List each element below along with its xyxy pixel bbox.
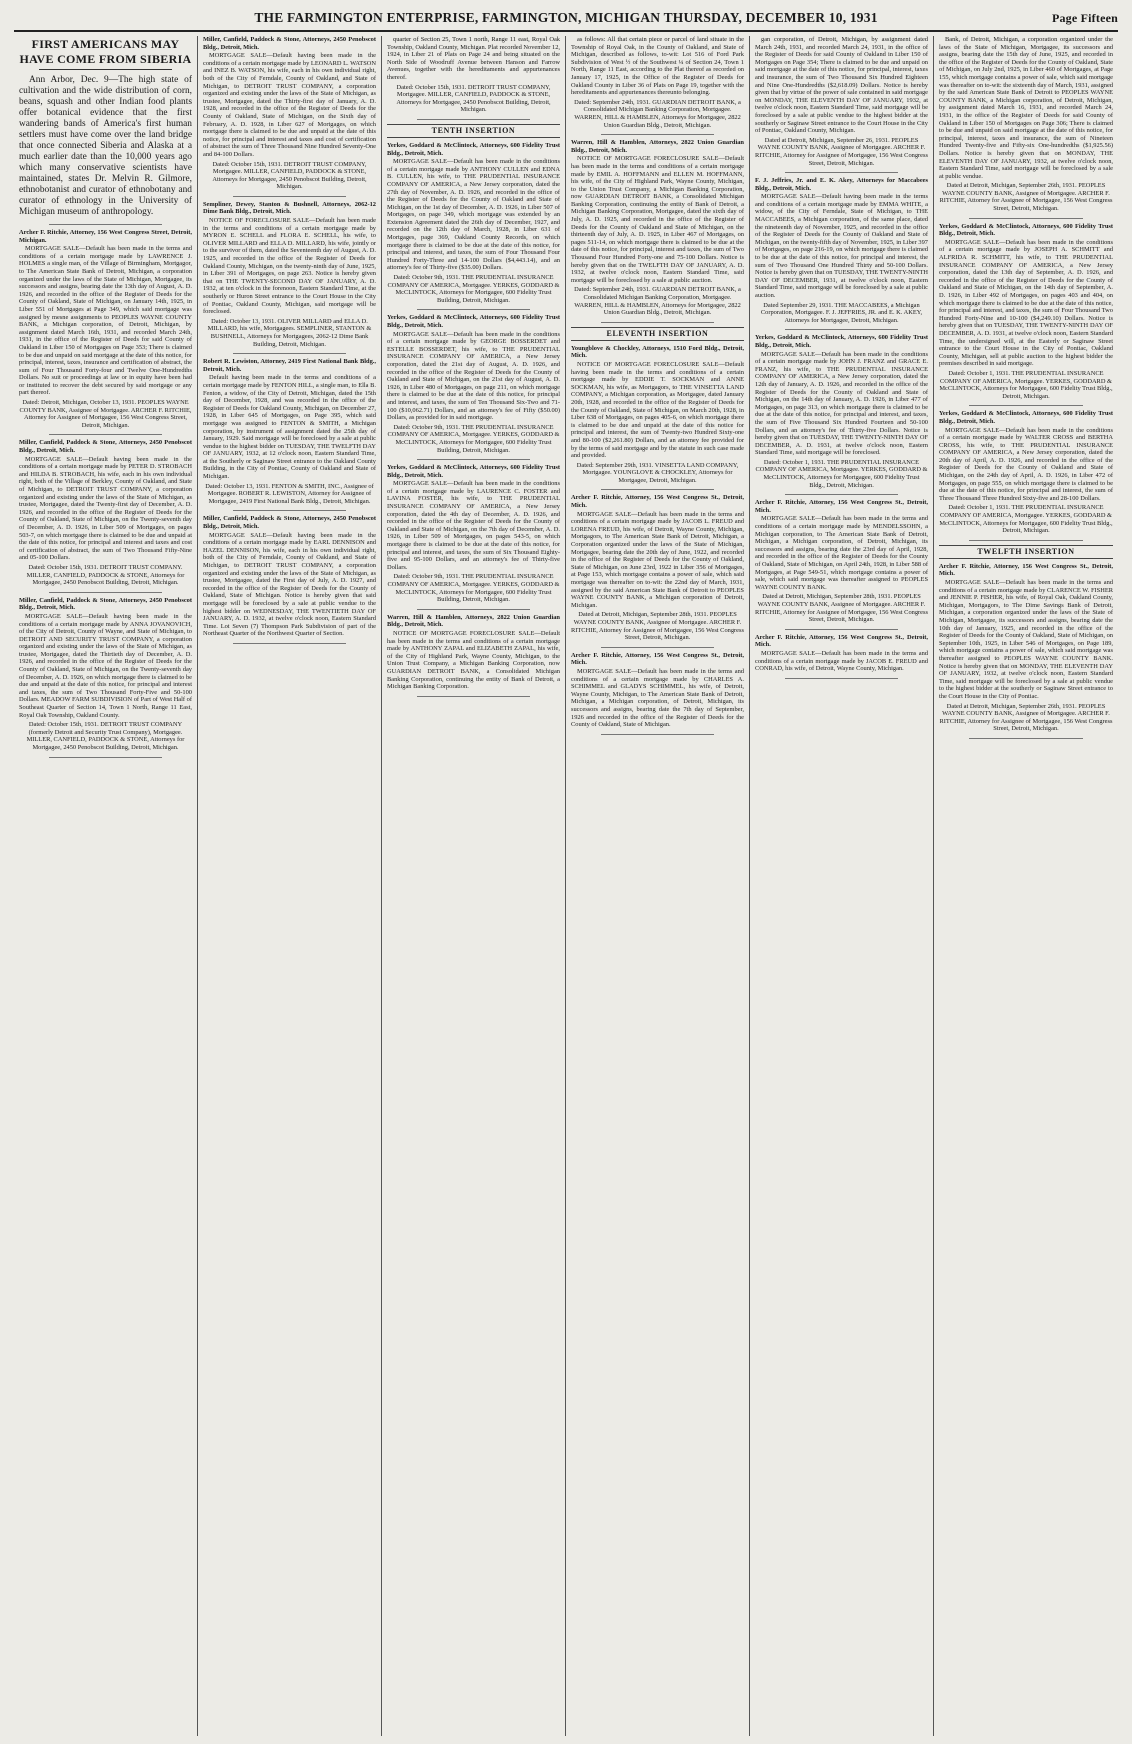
notice-divider <box>969 738 1083 739</box>
notice-divider <box>969 405 1083 406</box>
notice-body: MORTGAGE SALE—Default has been made in the conditions of a certain mortgage made by WALTER CROSS and BERTHA CROSS, his wife, to THE PRUDENTIAL INSURANCE COMPANY OF AMERICA, a New Jersey corporation, dated the 20th day of April, A. D. 1926, and recorded in the office of the Register of Deeds for the County of Oakland and State of Michigan, on the 24th day of April, A. D. 1926, in Liber 472 of Mortgages, on page 555, on which mortgage there is claimed to be due at the date of this notice, for principal and interest, the sum of Three Thousand Three Hundred Sixty-five and 28-100 Dollars. <box>939 426 1113 502</box>
notice-signature: Dated: September 29th, 1931. VINSETTA LAND COMPANY, Mortgagee. YOUNGLOVE & CHOCKLEY, Attorneys for Mortgagee, Detroit, Michigan. <box>576 461 739 484</box>
notice-body: NOTICE OF MORTGAGE FORECLOSURE SALE—Default having been made in the terms and conditions of a certain mortgage made by EDDIE T. SOCKMAN and ANNE SOCKMAN, his wife, as Mortgagors, to THE VINSETTA LAND COMPANY, a Michigan corporation, as Mortgagee, dated January 20th, 1928, and recorded in the office of the Register of Deeds for the County of Oakland, State of Michigan, on March 20th, 1928, in Liber 638 of Mortgages, on pages 405-6, on which mortgage there is claimed to be due and unpaid at the date of this notice for principal and interest, the sum of Twenty-two Hundred Sixty-one and 80-100 ($2,261.80) Dollars, and an attorney fee provided for by the terms of said mortgage and by the statute in such case made and provided. <box>571 360 744 460</box>
page-columns <box>14 36 1118 1736</box>
notice-heading: Yerkes, Goddard & McClintock, Attorneys, 600 Fidelity Trust Bldg., Detroit, Mich. <box>755 334 928 349</box>
notice-body: NOTICE OF MORTGAGE FORECLOSURE SALE—Default has been made in the terms and conditions of a certain mortgage made by ANTHONY ZAPAL and ELIZABETH ZAPAL, his wife, of the City of Highland Park, Wayne County, Michigan, to the Union Trust Company, a Michigan Banking Corporation, now GUARDIAN DETROIT BANK, a Consolidated Michigan Banking Corporation, continuing the entity of Bank of Detroit, a Michigan Banking Corporation. <box>387 629 560 691</box>
column-4 <box>566 36 750 1736</box>
legal-notice <box>755 334 928 489</box>
column-1 <box>14 36 198 1736</box>
article-headline-2: HAVE COME FROM SIBERIA <box>19 52 192 66</box>
legal-notice <box>387 36 560 114</box>
notice-body: MORTGAGE SALE—Default has been made in the terms and conditions of a certain mortgage made by MENDELSSOHN, a Michigan corporation, to The American State Bank of Detroit, Michigan, a Michigan corporation, of Detroit, Michigan, its successors and assigns, bearing date the 23rd day of April, 1928, and recorded in the office of the Register of Deeds for the County of Oakland, State of Michigan, on April 24th, 1928, in Liber 588 of Mortgages, at Page 549-51, which mortgage contains a power of sale, which said mortgage was thereafter assigned to PEOPLES WAYNE COUNTY BANK. <box>755 515 928 591</box>
notice-heading: Warren, Hill & Hamblen, Attorneys, 2822 Union Guardian Bldg., Detroit, Mich. <box>571 139 744 154</box>
notice-signature: Dated at Detroit, Michigan, September 28th, 1931. PEOPLES WAYNE COUNTY BANK, Assignee of Mortgagee. ARCHER F. RITCHIE, Attorney for Assignee of Mortgagee, 156 West Congress Street, Detroit, Michigan. <box>755 593 928 624</box>
column-6 <box>934 36 1118 1736</box>
notice-divider <box>417 609 530 610</box>
notice-divider <box>233 643 346 644</box>
headline-rule <box>39 69 172 70</box>
notice-divider <box>49 224 162 225</box>
notice-heading: Yerkes, Goddard & McClintock, Attorneys, 600 Fidelity Trust Bldg., Detroit, Mich. <box>387 464 560 479</box>
notice-divider <box>785 329 898 330</box>
notice-body: MORTGAGE SALE—Default has been made in the conditions of a certain mortgage made by JOHN J. FRANZ and GRACE E. FRANZ, his wife, to THE PRUDENTIAL INSURANCE COMPANY OF AMERICA, a New Jersey corporation, dated the 12th day of January, A. D. 1926, and recorded in the office of the Register of Deeds for the County of Oakland and State of Michigan, on the 14th day of January, A. D. 1926, in Liber 477 of Mortgages, on page 313, on which mortgage there is claimed to be due at the date of this notice, for principal and interest, and taxes, the sum of Five Thousand Six Hundred Fourteen and 50-100 Dollars, and an attorney's fee of Thirty-five Dollars. Notice is hereby given that on TUESDAY, THE TWENTY-NINTH DAY OF DECEMBER, A. D. 1931, at twelve o'clock noon, Eastern Standard Time, said mortgage will be foreclosed. <box>755 350 928 457</box>
notices-list <box>939 563 1113 739</box>
notice-body: NOTICE OF MORTGAGE FORECLOSURE SALE—Default has been made in the terms and conditions of a certain mortgage made by EMIL A. HOFFMANN and ELLEN M. HOFFMANN, his wife, of the City of Highland Park, Wayne County, Michigan, to the Union Trust Company, a Michigan Banking Corporation, now GUARDIAN DETROIT BANK, a Consolidated Michigan Banking Corporation, continuing the entity of Bank of Detroit, a Michigan Banking Corporation, Mortgagee, dated the sixth day of July, A. D. 1925, and recorded in the office of the Register of Deeds for the County of Oakland and State of Michigan, on the thirteenth day of July, A. D. 1925, in Liber 467 of Mortgages, on pages 511-14, on which mortgage there is claimed to be due at the date of this notice, for principal, interest and taxes, the sum of Two Thousand Four Hundred Forty-one and 75-100 Dollars. Notice is hereby given that on the TWELFTH DAY OF JANUARY, A. D. 1932, at twelve o'clock noon, Eastern Standard Time, said mortgage will be foreclosed by a sale at public auction. <box>571 155 744 284</box>
notice-divider <box>785 172 898 173</box>
legal-notice <box>571 36 744 129</box>
notice-heading: Miller, Canfield, Paddock & Stone, Attorneys, 2450 Penobscot Bldg., Detroit, Mich. <box>19 439 192 455</box>
notice-signature: Dated at Detroit, Michigan, September 26th, 1931. PEOPLES WAYNE COUNTY BANK, Assignee of Mortgagee. ARCHER F. RITCHIE, Attorney for Assignee of Mortgagee, 156 West Congress Street, Detroit, Michigan. <box>939 702 1113 733</box>
notice-divider <box>233 196 346 197</box>
notice-signature: Dated: October 15th, 1931. DETROIT TRUST COMPANY (formerly Detroit and Security Trust Company), Mortgagee. MILLER, CANFIELD, PADDOCK & STONE, Attorneys for Mortgagee, 2450 Penobscot Building, Detroit, Michigan. <box>26 721 185 751</box>
notice-divider <box>785 629 898 630</box>
notice-divider <box>233 510 346 511</box>
notice-body: MORTGAGE SALE—Default has been made in the terms and conditions of a certain mortgage made by JACOB E. FREUD and CONRAD, his wife, of Detroit, Wayne County, Michigan. <box>755 649 928 673</box>
notice-body: MORTGAGE SALE—Default having been made in the conditions of a certain mortgage made by ANNA JOVANOVICH, of the City of Detroit, County of Wayne, and State of Michigan, to DETROIT AND SECURITY TRUST COMPANY, a corporation organized and existing under the laws of the State of Michigan, as trustee, Mortgagee, dated the Thirtieth day of December, A. D. 1926, and recorded in the office of the Register of Deeds for the County of Oakland, State of Michigan, on the Twenty-seventh day of December, A. D. 1926, on which mortgage there is claimed to be due and unpaid at the date of this notice, for principal and interest and taxes, the sum of Two Thousand Forty-Five and 50-100 Dollars. MEADOW FARM SUBDIVISION of Part of West Half of Southeast Quarter of Section 14, Town 1 North, Range 11 East, Royal Oak Township, Oakland County. <box>19 612 192 719</box>
legal-notice <box>939 36 1113 213</box>
notice-heading: Miller, Canfield, Paddock & Stone, Attorneys, 2450 Penobscot Bldg., Detroit, Mich. <box>203 36 376 51</box>
notice-body: MORTGAGE SALE—Default has been made in the conditions of a certain mortgage made by GEORGE BOSSERDET and ESTELLE BOSSERDET, his wife, to THE PRUDENTIAL INSURANCE COMPANY OF AMERICA, a New Jersey corporation, dated the 21st day of August, A. D. 1926, and recorded in the office of the Register of Deeds for the County of Oakland and State of Michigan, on the 21st day of August, A. D. 1926, in Liber 480 of Mortgages, on page 211, on which mortgage there is claimed to be due at the date of this notice, for principal and interest, and taxes, the sum of Ten Thousand Six-Two and 71-100 ($10,062.71) Dollars, and an attorney's fee of Fifty ($50.00) Dollars, as provided for in said mortgage. <box>387 330 560 422</box>
notice-divider <box>969 540 1083 541</box>
notice-body: MORTGAGE SALE—Default has been made in the conditions of a certain mortgage made by JOSEPH A. SCHMITT and ALFRIDA R. SCHMITT, his wife, to THE PRUDENTIAL INSURANCE COMPANY OF AMERICA, a New Jersey corporation, dated the 13th day of September, A. D. 1926, and recorded in the office of the Register of Deeds for the County of Oakland and State of Michigan, on the 14th day of September, A. D. 1926, in Liber 492 of Mortgages, on pages 403 and 404, on which mortgage there is claimed to be due at the date of this notice, for principal and interest, and taxes, the sum of Four Thousand Two Hundred Forty-Nine and 10-100 ($4,249.10) Dollars. Notice is hereby given that on TUESDAY, THE TWENTY-NINTH DAY OF DECEMBER, A. D. 1931, at twelve o'clock noon, Eastern Standard Time, the undersigned will, at the Easterly or Saginaw Street entrance to the Court House in the City of Pontiac, Oakland County, Michigan, sell at public auction to the highest bidder the premises described in said mortgage. <box>939 238 1113 368</box>
notices-list <box>19 229 192 758</box>
notice-body: MORTGAGE SALE—Default has been made in the terms and conditions of a certain mortgage made by JACOB L. FREUD and LORENA FREUD, his wife, of Detroit, Wayne County, Michigan, Mortgagors, to The American State Bank of Detroit, Michigan, a Corporation organized under the laws of the State of Michigan, Mortgagee, bearing date the 20th day of June, 1922, and recorded in the office of the Register of Deeds for the County of Oakland, State of Michigan, on June 23rd, 1922 in Liber 356 of Mortgages, at Page 153, which mortgage contains a power of sale, which said mortgage was thereafter on to-wit: the 22nd day of March, 1931, assigned by the said American State Bank of Detroit to PEOPLES WAYNE COUNTY BANK, a Michigan corporation of Detroit, Michigan. <box>571 510 744 609</box>
notices-list <box>571 36 744 323</box>
article-body: Ann Arbor, Dec. 9—The high state of cultivation and the wide distribution of corn, beans, squash and other Indian food plants offer botanical evidence that the first wandering bands of America's first human settlers must have come over the land bridge that once connected Siberia and Alaska at a much earlier date than the 10,000 years ago which many conservative scientists have maintained, states Dr. Melvin R. Gilmore, ethnobotanist and curator of ethnobotany and curator of ethnology in the University of Michigan museum of anthropology. <box>19 75 192 217</box>
notice-body: quarter of Section 25, Town 1 north, Range 11 east, Royal Oak Township, Oakland County, Michigan. Plat recorded November 12, 1924, in Liber 21 of Plats on Page 24 and being situated on the North Side of Woodruff Avenue between Hanson and Farrow Avenues, together with the hereditaments and appurtenances thereof. <box>387 36 560 81</box>
notice-divider <box>601 734 714 735</box>
notice-heading: Miller, Canfield, Paddock & Stone, Attorneys, 2450 Penobscot Bldg., Detroit, Mich. <box>203 515 376 531</box>
notice-body: MORTGAGE SALE—Default has been made in the conditions of a certain mortgage made by ANTHONY CULLEN and EDNA B. CULLEN, his wife, to THE PRUDENTIAL INSURANCE COMPANY OF AMERICA, a New Jersey corporation, dated the 27th day of November, A. D. 1926, and recorded in the office of the Register of Deeds for the County of Oakland and State of Michigan, on the 1st day of December, A. D. 1926, in Liber 507 of Mortgages, on page 349, which mortgage was extended by an Extension Agreement dated the 26th day of December, 1927, and recorded on the 12th day of March, 1928, in Liber 631 of Mortgages, page 369, Oakland County Records, on which mortgage there is claimed to be due at the date of this notice, for principal and interest, and taxes, the sum of Four Thousand Four Hundred Forty-Three and 14-100 Dollars ($4,443.14), and an attorney's fee of Thirty-five ($35.00) Dollars. <box>387 158 560 272</box>
notice-body: MORTGAGE SALE—Default having been made in the conditions of a certain mortgage made by LEONARD L. WATSON and INEZ B. WATSON, his wife, each in his own individual right, both of the City of Ferndale, County of Oakland, and State of Michigan, to DETROIT TRUST COMPANY, a corporation organized and existing under the laws of the State of Michigan, as trustee, Mortgagee, dated the Thirty-first day of January, A. D. 1928, and recorded in the office of the Register of Deeds for the County of Oakland, State of Michigan, on the Sixth day of February, A. D. 1928, in Liber 627 of Mortgages, on which mortgage there is claimed to be due and unpaid at the date of this notice, for principal and interest and taxes and cost of certification of abstract the sum of Three Thousand Nine Hundred Seventy-One and 84-100 Dollars. <box>203 52 376 158</box>
column-3 <box>382 36 566 1736</box>
notice-signature: Dated at Detroit, Michigan, September 26th, 1931. PEOPLES WAYNE COUNTY BANK, Assignee of Mortgagee. ARCHER F. RITCHIE, Attorney for Assignee of Mortgagee, 156 West Congress Street, Detroit, Michigan. <box>939 182 1113 213</box>
legal-notice <box>755 177 928 324</box>
notice-body: MORTGAGE SALE—Default has been made in the terms and conditions of a certain mortgage made by CHARLES A. SCHIMMEL and GLADYS SCHIMMEL, his wife, of Detroit, Wayne County, Michigan, to The American State Bank of Detroit, Michigan, a Michigan corporation, of Detroit, Michigan, its successors and assigns, bearing date the 7th day of September, 1926 and recorded in the office of the Register of Deeds for the County of Oakland, State of Michigan. <box>571 667 744 729</box>
notice-signature: Dated: October 15th, 1931. DETROIT TRUST COMPANY, Mortgagee. MILLER, CANFIELD, PADDOCK & STONE, Attorneys for Mortgagee, 2450 Penobscot Building, Detroit, Michigan. <box>212 160 367 191</box>
notice-heading: F. J. Jeffries, Jr. and E. K. Akey, Attorneys for Maccabees Bldg., Detroit, Mich. <box>755 177 928 192</box>
notice-signature: Dated at Detroit, Michigan, September 26, 1931. PEOPLES WAYNE COUNTY BANK, Assignee of Mortgagee. ARCHER F. RITCHIE, Attorney for Assignee of Mortgagee, 156 West Congress Street, Detroit, Michigan. <box>755 136 928 167</box>
legal-notice <box>19 597 192 752</box>
notices-list <box>387 142 560 697</box>
masthead-title: THE FARMINGTON ENTERPRISE, FARMINGTON, MICHIGAN THURSDAY, DECEMBER 10, 1931 <box>254 10 878 25</box>
notice-signature: Dated: Detroit, Michigan, October 13, 1931. PEOPLES WAYNE COUNTY BANK, Assignee of Mortgagee. ARCHER F. RITCHIE, Attorney for Assignee of Mortgagee, 156 West Congress Street, Detroit, Michigan. <box>19 399 192 429</box>
notice-body: Default having been made in the terms and conditions of a certain mortgage made by FENTON HILL, a single man, to Ella B. Fenton, a widow, of the City of Detroit, Michigan, dated the 15th day of December, 1928, and was recorded in the office of the Register of Deeds for Oakland County, Michigan, on December 27, 1928, in Liber 645 of Mortgages, on Page 395, which said mortgage was assigned to FENTON & SMITH, a Michigan corporation, by instrument of assignment dated the 25th day of January, 1929. Said mortgage will be foreclosed by a sale at public vendue to the highest bidder on TUESDAY, THE TWELFTH DAY OF JANUARY, 1932, at 12 o'clock noon, Eastern Standard Time, at the Southerly or Saginaw Street entrance to the Oakland County Building, in the City of Pontiac, County of Oakland and State of Michigan. <box>203 374 376 481</box>
legal-notice <box>19 229 192 429</box>
notices-list <box>571 345 744 735</box>
page-number: Page Fifteen <box>1051 11 1118 25</box>
notice-heading: Yerkes, Goddard & McClintock, Attorneys, 600 Fidelity Trust Bldg., Detroit, Mich. <box>387 141 560 157</box>
notice-body: Bank, of Detroit, Michigan, a corporation organized under the laws of the State of Michigan, Mortgagee, its successors and assigns, bearing date the 15th day of June, 1925, and recorded in the office of the Register of Deeds for the County of Oakland, State of Michigan, on July 2nd, 1925, in Liber 460 of Mortgages, at Page 155, which mortgage contains a power of sale, which said mortgage was thereafter on to-wit: the sixteenth day of March, 1931, assigned by the said American State Bank of Detroit to PEOPLES WAYNE COUNTY BANK, a Michigan corporation, of Detroit, Michigan, by assignment dated March 16, 1931, and recorded March 24, 1931, in the office of the Register of Deeds for said County of Oakland in Liber 150 of Mortgages on Page 306; There is claimed to be due and unpaid on said mortgage at the date of this notice, for principal, interest, taxes and insurance, the sum of Nineteen Hundred Twenty-five and Fifty-six One-hundredths ($1,925.56) Dollars. Notice is hereby given that on MONDAY, THE ELEVENTH DAY OF JANUARY, 1932, at twelve o'clock noon, Eastern Standard Time, said mortgage will be foreclosed by a sale at public vendue. <box>939 36 1113 180</box>
column-2 <box>198 36 382 1736</box>
notice-heading: Warren, Hill & Hamblen, Attorneys, 2822 Union Guardian Bldg., Detroit, Mich. <box>387 613 560 629</box>
legal-notice <box>939 223 1113 401</box>
notice-signature: Dated: October 13, 1931. FENTON & SMITH, INC., Assignee of Mortgagee. ROBERT R. LEWISTON, Attorney for Assignee of Mortgagee, 2419 First National Bank Bldg., Detroit, Michigan. <box>205 482 374 505</box>
notice-heading: Archer F. Ritchie, Attorney, 156 West Congress St., Detroit, Mich. <box>939 562 1113 578</box>
notice-divider <box>601 134 714 135</box>
notice-signature: Dated: October 9th, 1931. THE PRUDENTIAL INSURANCE COMPANY OF AMERICA, Mortgagee. YERKES, GODDARD & McCLINTOCK, Attorneys for Mortgagee, 600 Fidelity Trust Building, Detroit, Michigan. <box>387 573 560 604</box>
legal-notice <box>387 314 560 454</box>
legal-notice <box>571 345 744 485</box>
notice-heading: Robert R. Lewiston, Attorney, 2419 First National Bank Bldg., Detroit, Mich. <box>203 358 376 373</box>
notice-heading: Sempliner, Dewey, Stanton & Bushnell, Attorneys, 2062-12 Dime Bank Bldg., Detroit, Mich. <box>203 200 376 216</box>
notice-divider <box>417 309 530 310</box>
legal-notice <box>203 515 376 638</box>
notice-signature: Dated: October 1, 1931. THE PRUDENTIAL INSURANCE COMPANY OF AMERICA, Mortgagee. YERKES, GODDARD & McCLINTOCK, Attorneys for Mortgagee, 600 Fidelity Trust Bldg., Detroit, Michigan. <box>939 504 1113 535</box>
notice-signature: Dated: October 1, 1931. THE PRUDENTIAL INSURANCE COMPANY OF AMERICA, Mortgagee. YERKES, GODDARD & McCLINTOCK, Attorneys for Mortgagee, 600 Fidelity Trust Bldg., Detroit, Michigan. <box>755 458 928 489</box>
legal-notice <box>571 139 744 317</box>
legal-notice <box>939 563 1113 733</box>
notice-divider <box>417 119 530 120</box>
legal-notice <box>939 410 1113 535</box>
notice-signature: Dated: October 15th, 1931. DETROIT TRUST COMPANY. MILLER, CANFIELD, PADDOCK & STONE, Attorneys for Mortgagee, 2450 Penobscot Building, Detroit, Michigan. <box>26 563 185 587</box>
column-5 <box>750 36 934 1736</box>
legal-notice <box>203 201 376 348</box>
notice-heading: Archer F. Ritchie, Attorney, 156 West Congress St., Detroit, Mich. <box>571 494 744 510</box>
notice-body: as follows: All that certain piece or parcel of land situate in the Township of Royal Oak, in the County of Oakland, and State of Michigan, described as follows, to-wit: Lot 516 of Ford Park Subdivision of West ½ of the Southwest ¼ of Section 24, Town 1 North, Range 11 East, according to the Plat thereof as recorded on January 17, 1925, in the Office of the Register of Deeds for Oakland County in Liber 36 of Plats on Page 19, together with the hereditaments and appurtenances thereunto belonging. <box>571 36 744 97</box>
section-heading-eleventh: ELEVENTH INSERTION <box>571 327 744 341</box>
notice-divider <box>785 494 898 495</box>
notice-signature: Dated: September 24th, 1931. GUARDIAN DETROIT BANK, a Consolidated Michigan Banking Corporation, Mortgagee. WARREN, HILL & HAMBLEN, Attorneys for Mortgagee, 2822 Union Guardian Bldg., Detroit, Michigan. <box>574 286 741 317</box>
notice-body: MORTGAGE SALE—Default having been made in the conditions of a certain mortgage made by EARL DENNISON and HAZEL DENNISON, his wife, each in his own individual right, both of the City of Ferndale, County of Oakland, and State of Michigan, to DETROIT TRUST COMPANY, a corporation organized and existing under the laws of the State of Michigan, as trustee, Mortgagee, dated the First day of July, A. D. 1927, and recorded in the office of the Register of Deeds for the County of Oakland, State of Michigan. Notice is hereby given that said mortgage will be foreclosed by a sale at public vendue to the highest bidder on WEDNESDAY, THE TWENTIETH DAY OF JANUARY, A. D. 1932, at twelve o'clock noon, Eastern Standard Time. Lot Seven (7) Thompson Park Subdivision of part of the Northeast Quarter of the Northwest Quarter of Section. <box>203 531 376 638</box>
notice-heading: Archer F. Ritchie, Attorney, 156 West Congress St., Detroit, Mich. <box>755 499 928 514</box>
notice-divider <box>601 647 714 648</box>
notice-signature: Dated September 29, 1931. THE MACCABEES, a Michigan Corporation, Mortgagee. F. J. JEFFRIES, JR. and E. K. AKEY, Attorneys for Mortgagee, Detroit, Michigan. <box>760 301 923 324</box>
notice-signature: Dated: October 15th, 1931. DETROIT TRUST COMPANY, Mortgagee. MILLER, CANFIELD, PADDOCK & STONE, Attorneys for Mortgagee, 2450 Penobscot Building, Detroit, Michigan. <box>396 83 551 114</box>
notice-divider <box>49 434 162 435</box>
notice-body: gan corporation, of Detroit, Michigan, by assignment dated March 24th, 1931, and recorded March 24, 1931, in the office of the Register of Deeds for said County of Oakland in Liber 150 of Mortgages on Page 354; There is claimed to be due and unpaid on said mortgage at the date of this notice, for principal, interest, taxes and insurance, the sum of Two Thousand Six Hundred Eighteen and Nine One-Hundredths ($2,618.09) Dollars. Notice is hereby given that by virtue of the power of sale contained in said mortgage on MONDAY, THE ELEVENTH DAY OF JANUARY, 1932, at twelve o'clock noon, Eastern Standard Time, said mortgage will be foreclosed by a sale at public vendue to the highest bidder at the southerly or Saginaw Street entrance to the Court House in the City of Pontiac, Oakland County, Michigan. <box>755 36 928 135</box>
legal-notice <box>203 358 376 505</box>
legal-notice <box>755 634 928 673</box>
notice-body: MORTGAGE SALE—Default having been made in the terms and conditions of a certain mortgage made by EMMA WHITE, a widow, of the City of Ferndale, State of Michigan, to THE MACCABEES, a Michigan corporation, of the same place, dated the nineteenth day of November, 1925, and recorded in the office of the Register of Deeds for the County of Oakland and State of Michigan, on the twenty-fifth day of November, 1925, in Liber 397 of Mortgages, on page 216-19, on which mortgage there is claimed to be due at the date of this notice, for principal and interest, the sum of Two Thousand One Hundred Thirty and 50-100 Dollars. Notice is hereby given that on TUESDAY, THE TWENTY-NINTH DAY OF DECEMBER, 1931, at twelve o'clock noon, Eastern Standard Time, said mortgage will be foreclosed by a sale at public auction. <box>755 193 928 299</box>
notice-heading: Yerkes, Goddard & McClintock, Attorneys, 600 Fidelity Trust Bldg., Detroit, Mich. <box>939 222 1113 238</box>
notice-heading: Yerkes, Goddard & McClintock, Attorneys, 600 Fidelity Trust Bldg., Detroit, Mich. <box>387 314 560 329</box>
legal-notice <box>571 494 744 641</box>
notice-signature: Dated at Detroit, Michigan, September 28th, 1931. PEOPLES WAYNE COUNTY BANK, Assignee of Mortgagee. ARCHER F. RITCHIE, Attorney for Assignee of Mortgagee, 156 West Congress Street, Detroit, Michigan. <box>571 611 744 642</box>
notice-divider <box>601 322 714 323</box>
notice-divider <box>601 489 714 490</box>
legal-notice <box>387 614 560 691</box>
notices-list <box>755 36 928 679</box>
notice-body: MORTGAGE SALE—Default has been made in the terms and conditions of a certain mortgage made by CLARENCE W. FISHER and JENNIE P. FISHER, his wife, of Royal Oak, Oakland County, Michigan, Mortgagors, to The Dime Savings Bank of Detroit, Michigan, a corporation organized under the laws of the State of Michigan, Mortgagee, its successors and assigns, bearing date the 10th day of January, 1925, and recorded in the office of the Register of Deeds for the County of Oakland, State of Michigan, on September 10th, 1925, in Liber 546 of Mortgages, on Page 189, which mortgage contains a power of sale, which said mortgage was thereafter assigned to PEOPLES WAYNE COUNTY BANK. Notice is hereby given that on MONDAY, THE ELEVENTH DAY OF JANUARY, 1932, at twelve o'clock noon, Eastern Standard Time, said mortgage will be foreclosed by a sale at public vendue to the highest bidder at the southerly or Saginaw Street entrance to the Court House in the City of Pontiac. <box>939 579 1113 700</box>
notice-signature: Dated: September 24th, 1931. GUARDIAN DETROIT BANK, a Consolidated Michigan Banking Corporation, Mortgagee. WARREN, HILL & HAMBLEN, Attorneys for Mortgagee, 2822 Union Guardian Bldg., Detroit, Michigan. <box>574 98 741 129</box>
notice-heading: Youngblove & Chockley, Attorneys, 1510 Ford Bldg., Detroit, Mich. <box>571 344 744 360</box>
notice-divider <box>49 757 162 758</box>
notice-heading: Yerkes, Goddard & McClintock, Attorneys, 600 Fidelity Trust Bldg., Detroit, Mich. <box>939 410 1113 425</box>
masthead <box>14 6 1118 32</box>
notice-heading: Archer F. Ritchie, Attorney, 156 West Congress Street, Detroit, Michigan. <box>19 229 192 244</box>
legal-notice <box>203 36 376 191</box>
notice-body: MORTGAGE SALE—Default has been made in the conditions of a certain mortgage made by LAURENCE C. FOSTER and LAVINA FOSTER, his wife, to THE PRUDENTIAL INSURANCE COMPANY OF AMERICA, a New Jersey corporation, dated the 4th day of December, A. D. 1926, and recorded in the office of the Register of Deeds for the County of Oakland and State of Michigan, on the 7th day of December, A. D. 1926, in Liber 509 of Mortgages, on pages 543-5, on which mortgage there is claimed to be due at the date of this notice, for principal and interest, and taxes, the sum of Six Thousand Eighty-five and 95-100 Dollars, and an attorney's fee of Thirty-five Dollars. <box>387 480 560 571</box>
notice-signature: Dated: October 9th, 1931. THE PRUDENTIAL INSURANCE COMPANY OF AMERICA, Mortgagee. YERKES, GODDARD & McCLINTOCK, Attorneys for Mortgagee, 600 Fidelity Trust Building, Detroit, Michigan. <box>387 423 560 454</box>
legal-notice <box>387 464 560 604</box>
notice-heading: Archer F. Ritchie, Attorney, 156 West Congress St., Detroit, Mich. <box>755 633 928 649</box>
legal-notice <box>387 142 560 304</box>
section-heading-twelfth: TWELFTH INSERTION <box>939 545 1113 559</box>
notice-divider <box>417 459 530 460</box>
notice-divider <box>49 592 162 593</box>
notice-body: MORTGAGE SALE—Default has been made in the terms and conditions of a certain mortgage made by LAWRENCE J. HOLMES a single man, of the Village of Birmingham, Mortgagor, to The American State Bank of Detroit, Michigan, a corporation organized under the laws of the State of Michigan, Mortgagee, its successors and assigns, bearing date the 13th day of August, A. D. 1926, and recorded in the office of the Register of Deeds for the County of Oakland, State of Michigan, on January 14th, 1925, in Liber 551 of Mortgages at Page 349, which said mortgage was assigned by mesne assignments to PEOPLES WAYNE COUNTY BANK, a Michigan corporation, of Detroit, Michigan, by assignment dated March 16th, 1931, and recorded March 24th, 1931, in the office of the Register of Deeds for said County of Oakland in Liber 150 of Mortgages on Page 353; There is claimed to be due and unpaid on said mortgage at the date of this notice, for principal, interest, taxes, insurance and certification of abstract, the sum of Four Thousand Forty-four and Twelve One-Hundredths Dollars. No suit or proceedings at law or in equity have been had or instituted to recover the debt secured by said mortgage or any part thereof. <box>19 245 192 397</box>
notice-signature: Dated: October 1, 1931. THE PRUDENTIAL INSURANCE COMPANY OF AMERICA, Mortgagee. YERKES, GODDARD & McCLINTOCK, Attorneys for Mortgagee, 600 Fidelity Trust Bldg., Detroit, Michigan. <box>939 369 1113 400</box>
notice-divider <box>417 696 530 697</box>
notices-list <box>387 36 560 120</box>
section-heading-tenth: TENTH INSERTION <box>387 124 560 138</box>
notice-body: NOTICE OF FORECLOSURE SALE—Default has been made in the terms and conditions of a certain mortgage made by MYRON E. SCHELL and FLORA E. SCHELL, his wife, to OLIVER MILLARD and ELLA D. MILLARD, his wife, jointly or to the survivor of them, dated the Seventeenth day of August, A. D. 1925, and recorded in the office of the Register of Deeds for Oakland County, Michigan, on the twenty-ninth day of June, 1925, in Liber 391 of Mortgages, on page 263. Notice is hereby given that on THE TWENTY-SECOND DAY OF JANUARY, A. D. 1932, at ten o'clock in the forenoon, Eastern Standard Time, at the southerly or Huron Street entrance to the Court House in the City of Pontiac, Oakland County, Michigan, said mortgage will be foreclosed. <box>203 217 376 316</box>
legal-notice <box>19 439 192 586</box>
notice-divider <box>969 218 1083 219</box>
notice-divider <box>233 353 346 354</box>
notice-heading: Archer F. Ritchie, Attorney, 156 West Congress St., Detroit, Mich. <box>571 651 744 667</box>
notice-divider <box>785 678 898 679</box>
notices-list <box>939 36 1113 541</box>
article-headline-1: FIRST AMERICANS MAY <box>31 37 180 51</box>
legal-notice <box>755 499 928 624</box>
notice-body: MORTGAGE SALE—Default having been made in the conditions of a certain mortgage made by PETER D. STROBACH and HILDA B. STROBACH, his wife, each in his own individual right, both of the Village of Berkley, County of Oakland, and State of Michigan, to DETROIT TRUST COMPANY, a corporation organized and existing under the laws of the State of Michigan, as trustee, Mortgagee, dated the Twenty-first day of December, A. D. 1926, and recorded in the office of the Register of Deeds for the County of Oakland, State of Michigan, on the Twenty-seventh day of December, A. D. 1926, in Liber 509 of Mortgages, on pages 503-7, on which mortgage there is claimed to be due and unpaid at the date of this notice, for principal and interest and taxes and cost of certification of abstract, the sum of Two Thousand Fifty-Nine and 05-100 Dollars. <box>19 455 192 562</box>
legal-notice <box>571 652 744 729</box>
notice-heading: Miller, Canfield, Paddock & Stone, Attorneys, 2450 Penobscot Bldg., Detroit, Mich. <box>19 596 192 612</box>
legal-notice <box>755 36 928 167</box>
notice-signature: Dated: October 9th, 1931. THE PRUDENTIAL INSURANCE COMPANY OF AMERICA, Mortgagee. YERKES, GODDARD & McCLINTOCK, Attorneys for Mortgagee, 600 Fidelity Trust Building, Detroit, Michigan. <box>387 274 560 304</box>
notice-signature: Dated: October 13, 1931. OLIVER MILLARD and ELLA D. MILLARD, his wife, Mortgagees. SEMPLINER, STANTON & BUSHNELL, Attorneys for Mortgagees, 2062-12 Dime Bank Building, Detroit, Michigan. <box>207 317 372 348</box>
notices-list <box>203 36 376 644</box>
